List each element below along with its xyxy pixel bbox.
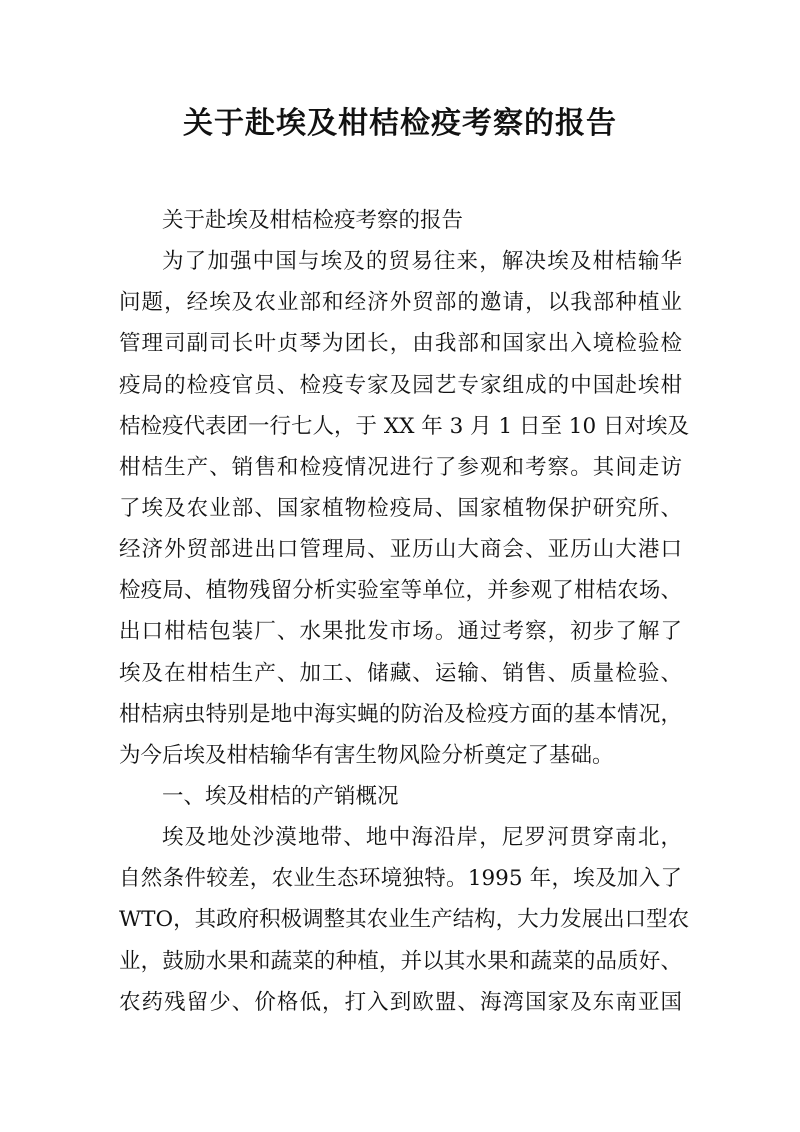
paragraph (119, 200, 682, 241)
text-line: 柑桔生产、销售和检疫情况进行了参观和考察。其间走访 (119, 454, 682, 480)
text-line: WTO，其政府积极调整其农业生产结构，大力发展出口型农 (119, 907, 690, 933)
document-title: 关于赴埃及柑桔检疫考察的报告 (183, 106, 617, 141)
text-line: 自然条件较差，农业生态环境独特。1995 年，埃及加入了 (119, 866, 682, 892)
paragraph (119, 241, 690, 776)
text-line: 农药残留少、价格低，打入到欧盟、海湾国家及东南亚国 (119, 989, 682, 1015)
text-line: 经济外贸部进出口管理局、亚历山大商会、亚历山大港口 (119, 537, 682, 563)
text-line: 桔检疫代表团一行七人，于 XX 年 3 月 1 日至 10 日对埃及 (119, 413, 690, 439)
text-line: 埃及地处沙漠地带、地中海沿岸，尼罗河贯穿南北， (162, 825, 682, 851)
text-line: 关于赴埃及柑桔检疫考察的报告 (162, 208, 464, 233)
document-body (119, 200, 690, 1023)
text-line: 业，鼓励水果和蔬菜的种植，并以其水果和蔬菜的品质好、 (119, 948, 682, 974)
text-line: 问题，经埃及农业部和经济外贸部的邀请，以我部种植业 (119, 290, 682, 316)
paragraph (119, 776, 682, 817)
text-line: 疫局的检疫官员、检疫专家及园艺专家组成的中国赴埃柑 (119, 372, 682, 398)
text-line: 为了加强中国与埃及的贸易往来，解决埃及柑桔输华 (162, 249, 682, 275)
text-line: 管理司副司长叶贞琴为团长，由我部和国家出入境检验检 (119, 331, 682, 357)
paragraph (119, 817, 690, 1023)
text-line: 一、埃及柑桔的产销概况 (162, 783, 399, 809)
text-line: 了埃及农业部、国家植物检疫局、国家植物保护研究所、 (119, 495, 682, 521)
text-line: 柑桔病虫特别是地中海实蝇的防治及检疫方面的基本情况， (119, 701, 682, 727)
text-line: 出口柑桔包装厂、水果批发市场。通过考察，初步了解了 (119, 619, 682, 645)
text-line: 埃及在柑桔生产、加工、储藏、运输、销售、质量检验、 (119, 660, 682, 686)
text-line: 检疫局、植物残留分析实验室等单位，并参观了柑桔农场、 (119, 578, 682, 604)
text-line: 为今后埃及柑桔输华有害生物风险分析奠定了基础。 (119, 742, 614, 768)
